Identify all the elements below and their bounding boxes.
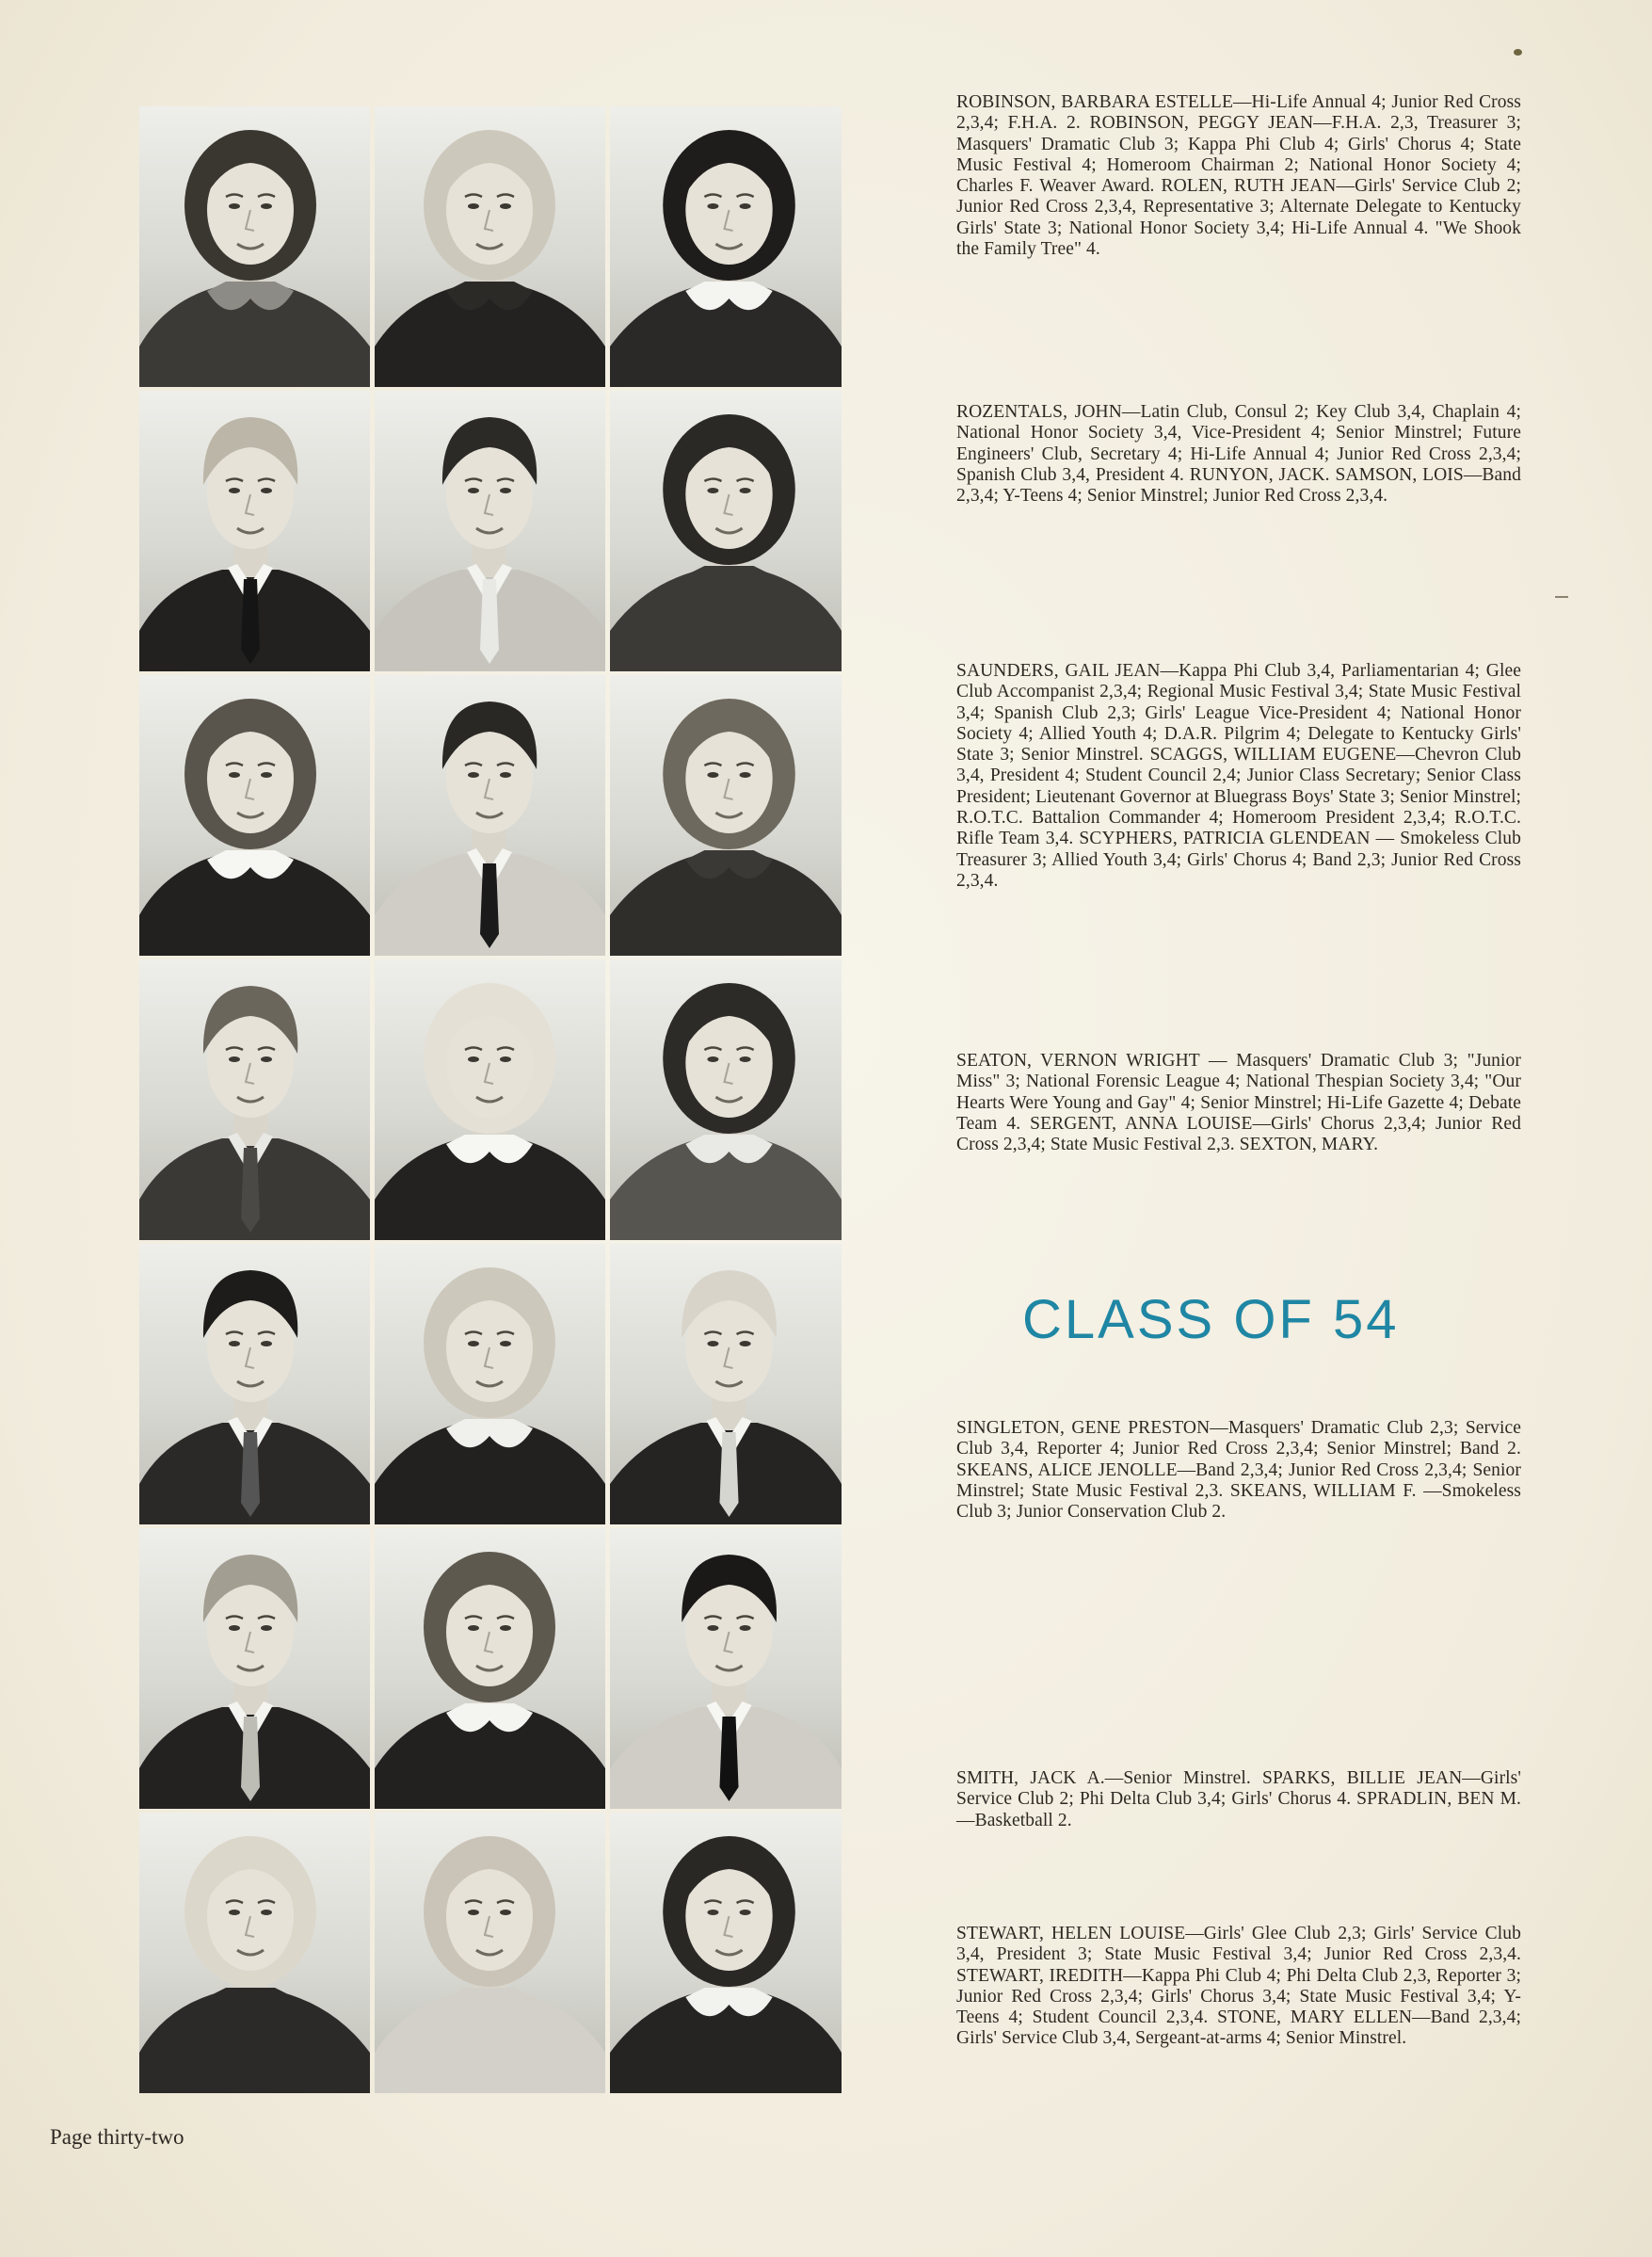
- bio-paragraph: SAUNDERS, GAIL JEAN—Kappa Phi Club 3,4, Parliamentarian 4; Glee Club Accompanist 2,3,4; Regional Music Festival 3,4; State Music Festival 3,4; Spanish Club 2,3; Girls' League Vice-President 4; National Honor Society 4; Allied Youth 4; D.A.R. Pilgrim 4; Delegate to Kentucky Girls' State 3; Senior Minstrel. SCAGGS, WILLIAM EUGENE—Chevron Club 3,4, President 4; Student Council 2,4; Junior Class Secretary; Senior Class President; Lieutenant Governor at Bluegrass Boys' State 3; Senior Minstrel; R.O.T.C. Battalion Commander 4; Homeroom President 2,3,4; R.O.T.C. Rifle Team 3,4. SCYPHERS, PATRICIA GLENDEAN — Smokeless Club Treasurer 3; Allied Youth 3,4; Girls' Chorus 4; Band 2,3; Junior Red Cross 2,3,4.: [956, 661, 1521, 891]
- student-portrait: [139, 675, 370, 956]
- student-portrait: [139, 106, 370, 387]
- student-portrait: [375, 1244, 605, 1524]
- student-portrait: [375, 1813, 605, 2093]
- portrait-grid: [139, 106, 842, 2095]
- student-portrait: [375, 391, 605, 671]
- student-portrait: [610, 1244, 842, 1524]
- bio-paragraph: STEWART, HELEN LOUISE—Girls' Glee Club 2,3; Girls' Service Club 3,4, President 3; State Music Festival 3,4; Junior Red Cross 2,3,4. STEWART, IREDITH—Kappa Phi Club 4; Phi Delta Club 2,3, Reporter 3; Junior Red Cross 2,3,4; Girls' Chorus 3,4; State Music Festival 3,4; Y-Teens 4; Student Council 2,3,4. STONE, MARY ELLEN—Band 2,3,4; Girls' Service Club 3,4, Sergeant-at-arms 4; Senior Minstrel.: [956, 1924, 1521, 2049]
- bio-paragraph: ROZENTALS, JOHN—Latin Club, Consul 2; Key Club 3,4, Chaplain 4; National Honor Society 3,4, Vice-President 4; Senior Minstrel; Future Engineers' Club, Secretary 4; Hi-Life Annual 4; Junior Red Cross 2,3,4; Spanish Club 3,4, President 4. RUNYON, JACK. SAMSON, LOIS—Band 2,3,4; Y-Teens 4; Senior Minstrel; Junior Red Cross 2,3,4.: [956, 402, 1521, 507]
- student-portrait: [610, 959, 842, 1240]
- paper-speck: [1514, 49, 1522, 56]
- student-portrait: [139, 1813, 370, 2093]
- bio-paragraph: ROBINSON, BARBARA ESTELLE—Hi-Life Annual 4; Junior Red Cross 2,3,4; F.H.A. 2. ROBINSON, PEGGY JEAN—F.H.A. 2,3, Treasurer 3; Masquers' Dramatic Club 3; Kappa Phi Club 4; Girls' Chorus 4; State Music Festival 4; Homeroom Chairman 2; National Honor Society 4; Charles F. Weaver Award. ROLEN, RUTH JEAN—Girls' Service Club 2; Junior Red Cross 2,3,4, Representative 3; Alternate Delegate to Kentucky Girls' State 3; National Honor Society 3,4; Hi-Life Annual 4. "We Shook the Family Tree" 4.: [956, 92, 1521, 260]
- student-portrait: [375, 959, 605, 1240]
- student-portrait: [610, 1528, 842, 1809]
- student-portrait: [375, 1528, 605, 1809]
- bio-paragraph: SINGLETON, GENE PRESTON—Masquers' Dramatic Club 2,3; Service Club 3,4, Reporter 4; Junior Red Cross 2,3,4; Senior Minstrel; Band 2. SKEANS, ALICE JENOLLE—Band 2,3,4; Junior Red Cross 2,3,4; Senior Minstrel; State Music Festival 2,3. SKEANS, WILLIAM F. —Smokeless Club 3; Junior Conservation Club 2.: [956, 1418, 1521, 1523]
- student-portrait: [610, 106, 842, 387]
- bio-paragraph: SMITH, JACK A.—Senior Minstrel. SPARKS, BILLIE JEAN—Girls' Service Club 2; Phi Delta Club 3,4; Girls' Chorus 4. SPRADLIN, BEN M.—Basketball 2.: [956, 1768, 1521, 1830]
- class-heading: CLASS OF 54: [1022, 1289, 1400, 1350]
- bio-paragraph: SEATON, VERNON WRIGHT — Masquers' Dramatic Club 3; "Junior Miss" 3; National Forensic League 4; National Thespian Society 3,4; "Our Hearts Were Young and Gay" 4; Senior Minstrel; Hi-Life Gazette 4; Debate Team 4. SERGENT, ANNA LOUISE—Girls' Chorus 2,3,4; Junior Red Cross 2,3,4; State Music Festival 2,3. SEXTON, MARY.: [956, 1051, 1521, 1155]
- student-portrait: [139, 391, 370, 671]
- student-portrait: [139, 1244, 370, 1524]
- student-portrait: [610, 675, 842, 956]
- margin-mark: [1555, 596, 1568, 598]
- student-portrait: [375, 106, 605, 387]
- page-number: Page thirty-two: [50, 2125, 184, 2149]
- student-portrait: [139, 959, 370, 1240]
- student-portrait: [139, 1528, 370, 1809]
- student-portrait: [375, 675, 605, 956]
- student-portrait: [610, 1813, 842, 2093]
- student-portrait: [610, 391, 842, 671]
